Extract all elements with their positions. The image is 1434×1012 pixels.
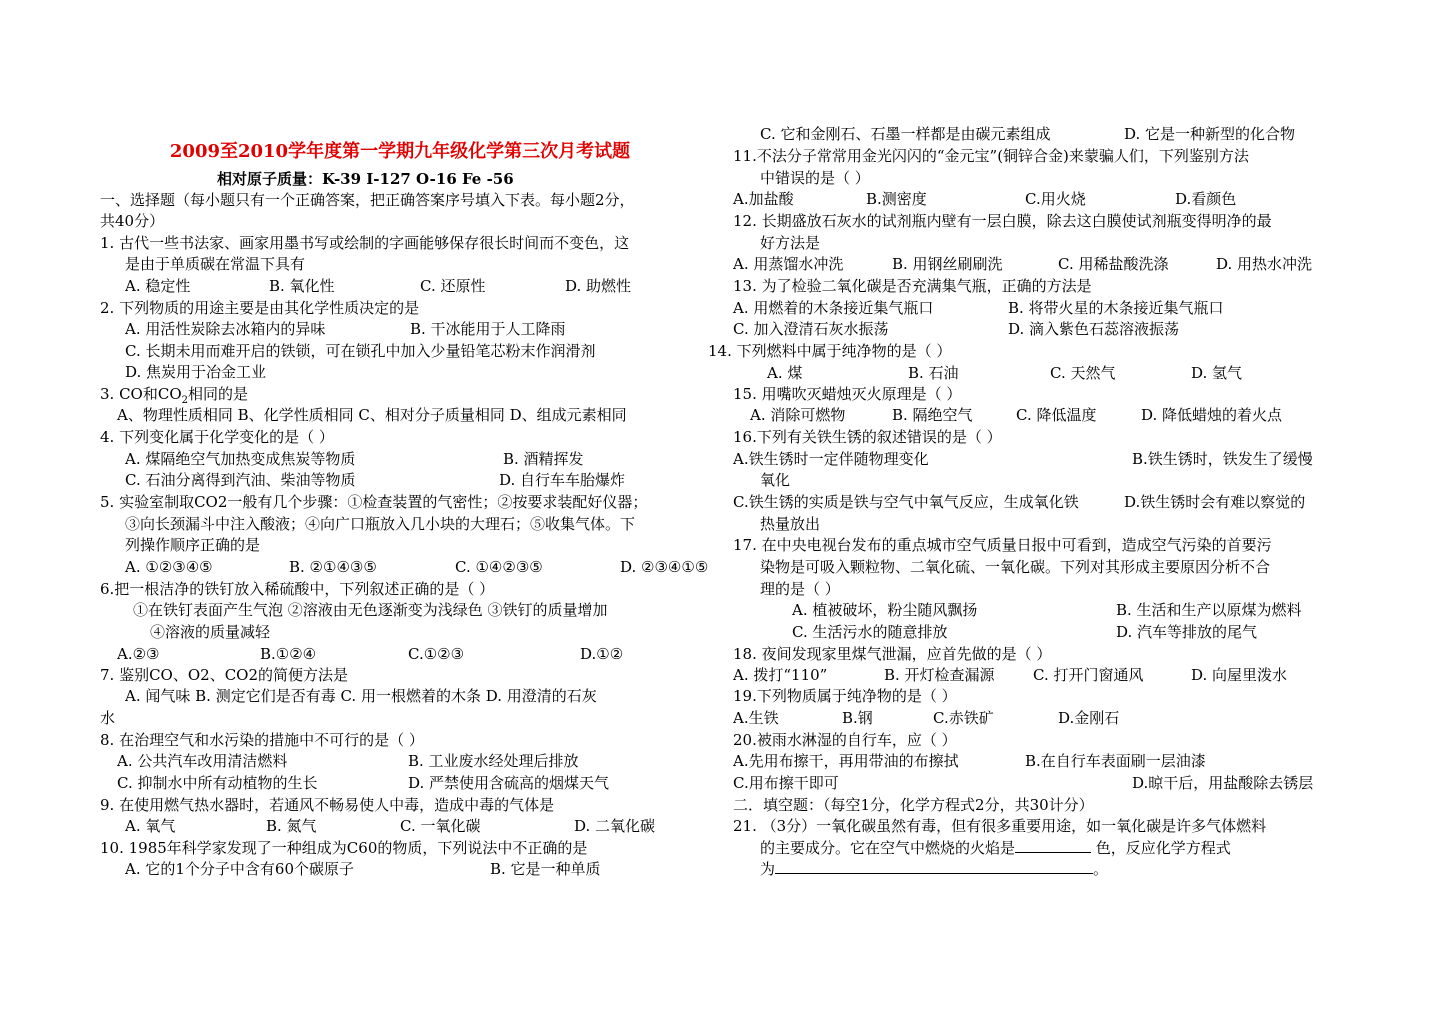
question-5-cont-2: 列操作顺序正确的是 [125,536,261,554]
q7-options-cont: 水 [100,709,116,727]
q13-option-a: A. 用燃着的木条接近集气瓶口 [733,299,934,317]
q6-option-d: D.①② [580,645,624,663]
q1-option-c: C. 还原性 [420,277,486,295]
question-11: 11.不法分子常常用金光闪闪的“金元宝”(铜锌合金)来蒙骗人们，下列鉴别方法 [733,147,1249,165]
q13-option-c: C. 加入澄清石灰水振荡 [733,320,889,338]
q2-option-c: C. 长期未用而难开启的铁锁，可在锁孔中加入少量铅笔芯粉末作润滑剂 [125,342,596,360]
question-2: 2. 下列物质的用途主要是由其化学性质决定的是 [100,299,420,317]
q14-option-b: B. 石油 [908,364,959,382]
q15-option-d: D. 降低蜡烛的着火点 [1141,406,1283,424]
q15-option-b: B. 隔绝空气 [892,406,973,424]
question-18: 18. 夜间发现家里煤气泄漏，应首先做的是（ ） [733,645,1052,663]
q12-option-d: D. 用热水冲洗 [1216,255,1313,273]
q13-option-b: B. 将带火星的木条接近集气瓶口 [1008,299,1224,317]
q15-option-c: C. 降低温度 [1016,406,1097,424]
section-2-heading: 二．填空题：（每空1分，化学方程式2分，共30计分） [733,796,1094,814]
question-19: 19.下列物质属于纯净物的是（ ） [733,687,957,705]
question-15: 15. 用嘴吹灭蜡烛灭火原理是（ ） [733,385,962,403]
q19-option-d: D.金刚石 [1058,709,1120,727]
question-16: 16.下列有关铁生锈的叙述错误的是（ ） [733,428,1002,446]
q20-option-d: D.晾干后，用盐酸除去锈层 [1132,774,1314,792]
q10-option-d: D. 它是一种新型的化合物 [1124,125,1296,143]
q17-option-d: D. 汽车等排放的尾气 [1116,623,1258,641]
question-4: 4. 下列变化属于化学变化的是（ ） [100,428,334,446]
question-13: 13. 为了检验二氧化碳是否充满集气瓶，正确的方法是 [733,277,1092,295]
question-14: 14. 下列燃料中属于纯净物的是（ ） [708,342,952,360]
q6-statements-2: ④溶液的质量减轻 [150,623,271,641]
section-1-heading: 一、选择题（每小题只有一个正确答案，把正确答案序号填入下表。每小题2分， [100,191,635,209]
q17-option-c: C. 生活污水的随意排放 [792,623,948,641]
q13-option-d: D. 滴入紫色石蕊溶液振荡 [1008,320,1180,338]
question-10: 10. 1985年科学家发现了一种组成为C60的物质，下列说法中不正确的是 [100,839,588,857]
question-6: 6.把一根洁净的铁钉放入稀硫酸中，下列叙述正确的是（ ） [100,580,495,598]
q4-option-b: B. 酒精挥发 [503,450,584,468]
question-3: 3. CO和$CO_2$相同的是 [100,385,249,406]
q2-option-a: A. 用活性炭除去冰箱内的异味 [125,320,326,338]
q12-option-b: B. 用钢丝刷刷洗 [892,255,1003,273]
question-12: 12. 长期盛放石灰水的试剂瓶内壁有一层白膜，除去这白膜使试剂瓶变得明净的最 [733,212,1272,230]
q4-option-d: D. 自行车车胎爆炸 [499,471,626,489]
q9-option-a: A. 氧气 [125,817,176,835]
q9-option-b: B. 氮气 [266,817,317,835]
q8-option-b: B. 工业废水经处理后排放 [408,752,579,770]
q19-option-a: A.生铁 [733,709,779,727]
q3-options: A、物理性质相同 B、化学性质相同 C、相对分子质量相同 D、组成元素相同 [117,406,627,424]
question-5-cont-1: ③向长颈漏斗中注入酸液；④向广口瓶放入几小块的大理石；⑤收集气体。下 [125,515,636,533]
q5-option-a: A. ①②③④⑤ [125,558,213,576]
q18-option-a: A. 拨打“110” [733,666,828,684]
q6-option-c: C.①②③ [408,645,465,663]
q10-option-a: A. 它的1个分子中含有60个碳原子 [125,860,355,878]
question-17-cont-1: 染物是可吸入颗粒物、二氧化硫、一氧化碳。下列对其形成主要原因分析不合 [760,558,1271,576]
q8-option-a: A. 公共汽车改用清洁燃料 [117,752,288,770]
q4-option-c: C. 石油分离得到汽油、柴油等物质 [125,471,356,489]
q11-option-d: D.看颜色 [1175,190,1237,208]
q14-option-a: A. 煤 [767,364,803,382]
question-21-cont-1: 的主要成分。它在空气中燃烧的火焰是 色，反应化学方程式 [760,839,1231,857]
section-1-heading-cont: 共40分） [100,212,165,230]
question-9: 9. 在使用燃气热水器时，若通风不畅易使人中毒，造成中毒的气体是 [100,796,555,814]
q8-option-c: C. 抑制水中所有动植物的生长 [117,774,318,792]
q18-option-c: C. 打开门窗通风 [1033,666,1144,684]
question-21: 21. （3分）一氧化碳虽然有毒，但有很多重要用途，如一氧化碳是许多气体燃料 [733,817,1267,835]
q1-option-d: D. 助燃性 [565,277,632,295]
q17-option-a: A. 植被破坏，粉尘随风飘扬 [792,601,978,619]
q16-option-d: D.铁生锈时会有难以察觉的 [1124,493,1306,511]
exam-title: 2009至2010学年度第一学期九年级化学第三次月考试题 [169,141,631,162]
question-1-cont: 是由于单质碳在常温下具有 [125,255,306,273]
q19-option-c: C.赤铁矿 [933,709,994,727]
q10-option-b: B. 它是一种单质 [490,860,601,878]
q11-option-c: C.用火烧 [1025,190,1086,208]
question-20: 20.被雨水淋湿的自行车，应（ ） [733,731,957,749]
q18-option-b: B. 开灯检查漏源 [884,666,995,684]
q16-option-b: B.铁生锈时，铁发生了缓慢 [1132,450,1313,468]
q16-option-d-cont: 热量放出 [760,515,821,533]
q5-option-c: C. ①④②③⑤ [455,558,543,576]
q1-option-a: A. 稳定性 [125,277,191,295]
q6-statements-1: ①在铁钉表面产生气泡 ②溶液由无色逐渐变为浅绿色 ③铁钉的质量增加 [133,601,608,619]
q11-option-b: B.测密度 [866,190,927,208]
q20-option-c: C.用布擦干即可 [733,774,839,792]
question-17-cont-2: 理的是（ ） [760,580,840,598]
q12-option-c: C. 用稀盐酸洗涤 [1058,255,1169,273]
q9-option-d: D. 二氧化碳 [574,817,656,835]
question-7: 7. 鉴别CO、O2、CO2的简便方法是 [100,666,349,684]
q16-option-b-cont: 氧化 [760,471,791,489]
question-12-cont: 好方法是 [760,234,821,252]
q14-option-d: D. 氢气 [1191,364,1243,382]
q17-option-b: B. 生活和生产以原煤为燃料 [1116,601,1302,619]
q6-option-b: B.①②④ [260,645,317,663]
question-8: 8. 在治理空气和水污染的措施中不可行的是（ ） [100,731,424,749]
question-17: 17. 在中央电视台发布的重点城市空气质量日报中可看到，造成空气污染的首要污 [733,536,1272,554]
q15-option-a: A. 消除可燃物 [750,406,846,424]
q4-option-a: A. 煤隔绝空气加热变成焦炭等物质 [125,450,356,468]
q16-option-a: A.铁生锈时一定伴随物理变化 [733,450,929,468]
q11-option-a: A.加盐酸 [733,190,794,208]
q20-option-a: A.先用布擦干，再用带油的布擦拭 [733,752,959,770]
q20-option-b: B.在自行车表面刷一层油漆 [1025,752,1206,770]
q12-option-a: A. 用蒸馏水冲洗 [733,255,844,273]
atomic-mass-line: 相对原子质量：K-39 I-127 O-16 Fe -56 [217,170,514,188]
q2-option-b: B. 干冰能用于人工降雨 [410,320,566,338]
q14-option-c: C. 天然气 [1050,364,1116,382]
q6-option-a: A.②③ [117,645,160,663]
question-21-cont-2: 为 。 [760,860,1109,878]
q18-option-d: D. 向屋里泼水 [1191,666,1288,684]
question-11-cont: 中错误的是（ ） [760,169,870,187]
q7-options: A. 闻气味 B. 测定它们是否有毒 C. 用一根燃着的木条 D. 用澄清的石灰 [125,687,597,705]
q21-blank-equation[interactable] [775,859,1093,874]
question-5: 5. 实验室制取CO2一般有几个步骤：①检查装置的气密性；②按要求装配好仪器； [100,493,648,511]
q10-option-c: C. 它和金刚石、石墨一样都是由碳元素组成 [760,125,1051,143]
q8-option-d: D. 严禁使用含硫高的烟煤天气 [408,774,610,792]
q19-option-b: B.钢 [842,709,873,727]
q5-option-d: D. ②③④①⑤ [620,558,709,576]
q5-option-b: B. ②①④③⑤ [289,558,377,576]
q1-option-b: B. 氧化性 [269,277,335,295]
q2-option-d: D. 焦炭用于冶金工业 [125,363,267,381]
q16-option-c: C.铁生锈的实质是铁与空气中氧气反应，生成氧化铁 [733,493,1079,511]
question-1: 1. 古代一些书法家、画家用墨书写或绘制的字画能够保存很长时间而不变色，这 [100,234,630,252]
q21-blank-color[interactable] [1015,838,1091,853]
q9-option-c: C. 一氧化碳 [400,817,481,835]
